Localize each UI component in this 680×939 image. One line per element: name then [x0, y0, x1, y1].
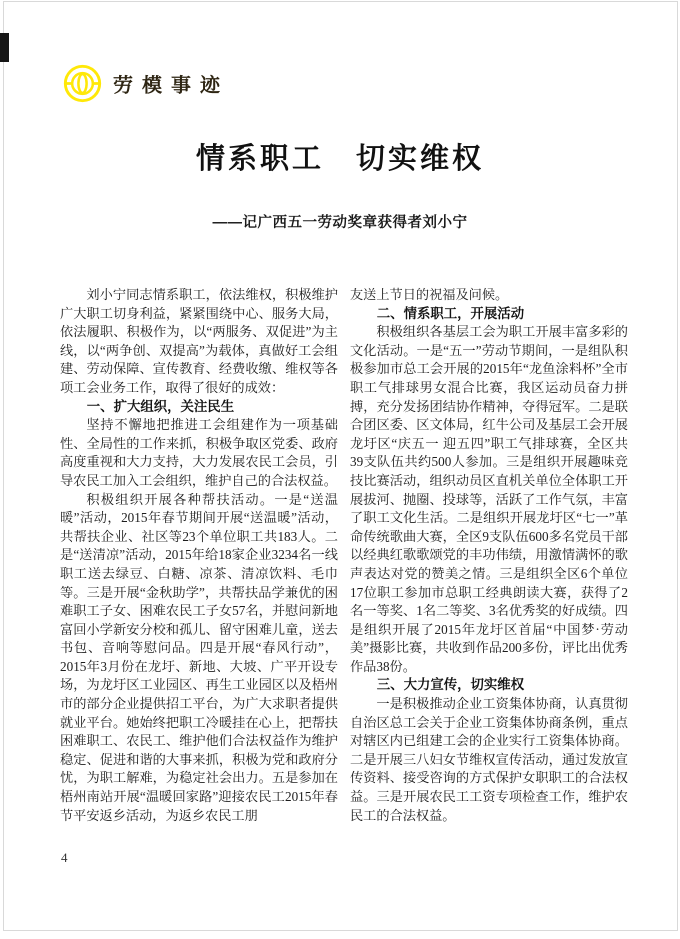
page-edge-tab — [0, 33, 9, 62]
paragraph: 积极组织开展各种帮扶活动。一是“送温暖”活动，2015年春节期间开展“送温暖”活动，共帮扶企业、社区等23个单位职工共183人。二是“送清凉”活动，2015年给18家企业3234名一线职工送去绿豆、白糖、凉茶、清凉饮料、毛巾等。三是开展“金秋助学”，共帮扶品学兼优的困难职工子女、困难农民工子女57名，并慰问新地富回小学新安分校和孤儿、留守困难儿童，送去书包、音响等慰问品。四是开展“春风行动”，2015年3月份在龙圩、新地、大坡、广平开设专场，为龙圩区工业园区、再生工业园区以及梧州市的部分企业提供招工平台，为广大求职者提供就业平台。她始终把职工冷暖挂在心上，把帮扶困难职工、农民工、维护他们合法权益作为维护稳定、促进和谐的大事来抓，积极为党和政府分忧，为职工解难，为稳定社会出力。五是参加在梧州南站开展“温暖回家路”迎接农民工2015年春节平安返乡活动，为返乡农民工朋 — [60, 491, 338, 823]
section-heading-3: 三、大力宣传，切实维权 — [376, 677, 525, 693]
article-column-right — [350, 286, 628, 825]
article-body — [60, 286, 628, 825]
paragraph: 坚持不懈地把推进工会组建作为一项基础性、全局性的工作来抓，积极争取区党委、政府高度重视和大力支持，大力发展农民工会员，引导农民工加入工会组织，维护自己的合法权益。 — [60, 417, 338, 488]
paragraph: 一是积极推动企业工资集体协商，认真贯彻自治区总工会关于企业工资集体协商条例，重点对辖区内已组建工会的企业实行工资集体协商。二是开展三八妇女节维权宣传活动，通过发放宣传资料、接受咨询的方式保护女职职工的合法权益。三是开展农民工工资专项检查工作，维护农民工的合法权益。 — [350, 696, 628, 823]
article-subtitle: ——记广西五一劳动奖章获得者刘小宁 — [212, 215, 468, 231]
section-header — [63, 63, 229, 103]
article-column-left — [60, 286, 338, 825]
paragraph: 积极组织各基层工会为职工开展丰富多彩的文化活动。一是“五一”劳动节期间，一是组队积极参加市总工会开展的2015年“龙鱼涂料杯”全市职工气排球男女混合比赛，我区运动员奋力拼搏，充分发扬团结协作精神，夺得冠军。二是联合团区委、区文体局，红牛公司及基层工会开展龙圩区“庆五一 迎五四”职工气排球赛，全区共39支队伍共约500人参加。三是组织开展趣味竞技比赛活动，组织动员区直机关单位全体职工开展拔河、抛圈、投球等，活跃了工作气氛，丰富了职工文化生活。二是组织开展龙圩区“七一”革命传统歌曲大赛，全区9支队伍600多名党员干部以经典红歌歌颂党的丰功伟绩，用激情满怀的歌声表达对党的赞美之情。三是组织全区6个单位17位职工参加市总职工经典朗读大赛，获得了2名一等奖、1名二等奖、3名优秀奖的好成绩。四是组织开展了2015年龙圩区首届“中国梦·劳动美”摄影比赛，共收到作品200多份，评比出优秀作品38份。 — [350, 324, 628, 674]
section-heading-1: 一、扩大组织，关注民生 — [86, 398, 235, 414]
page-number: 4 — [61, 850, 68, 865]
union-logo-icon — [63, 64, 102, 103]
paragraph-continuation: 友送上节日的祝福及问候。 — [350, 287, 509, 302]
section-label: 劳模事迹 — [113, 72, 229, 96]
article-title: 情系职工 切实维权 — [195, 143, 484, 175]
section-heading-2: 二、情系职工，开展活动 — [376, 305, 525, 321]
paragraph-intro: 刘小宁同志情系职工，依法维权，积极维护广大职工切身利益，紧紧围绕中心、服务大局，依法履职、积极作为，以“两服务、双促进”为主线，以“两争创、双提高”为载体，真做好工会组建、劳动保障、宣传教育、经费收缴、维权等各项工会业务工作，取得了很好的成效： — [60, 287, 338, 395]
